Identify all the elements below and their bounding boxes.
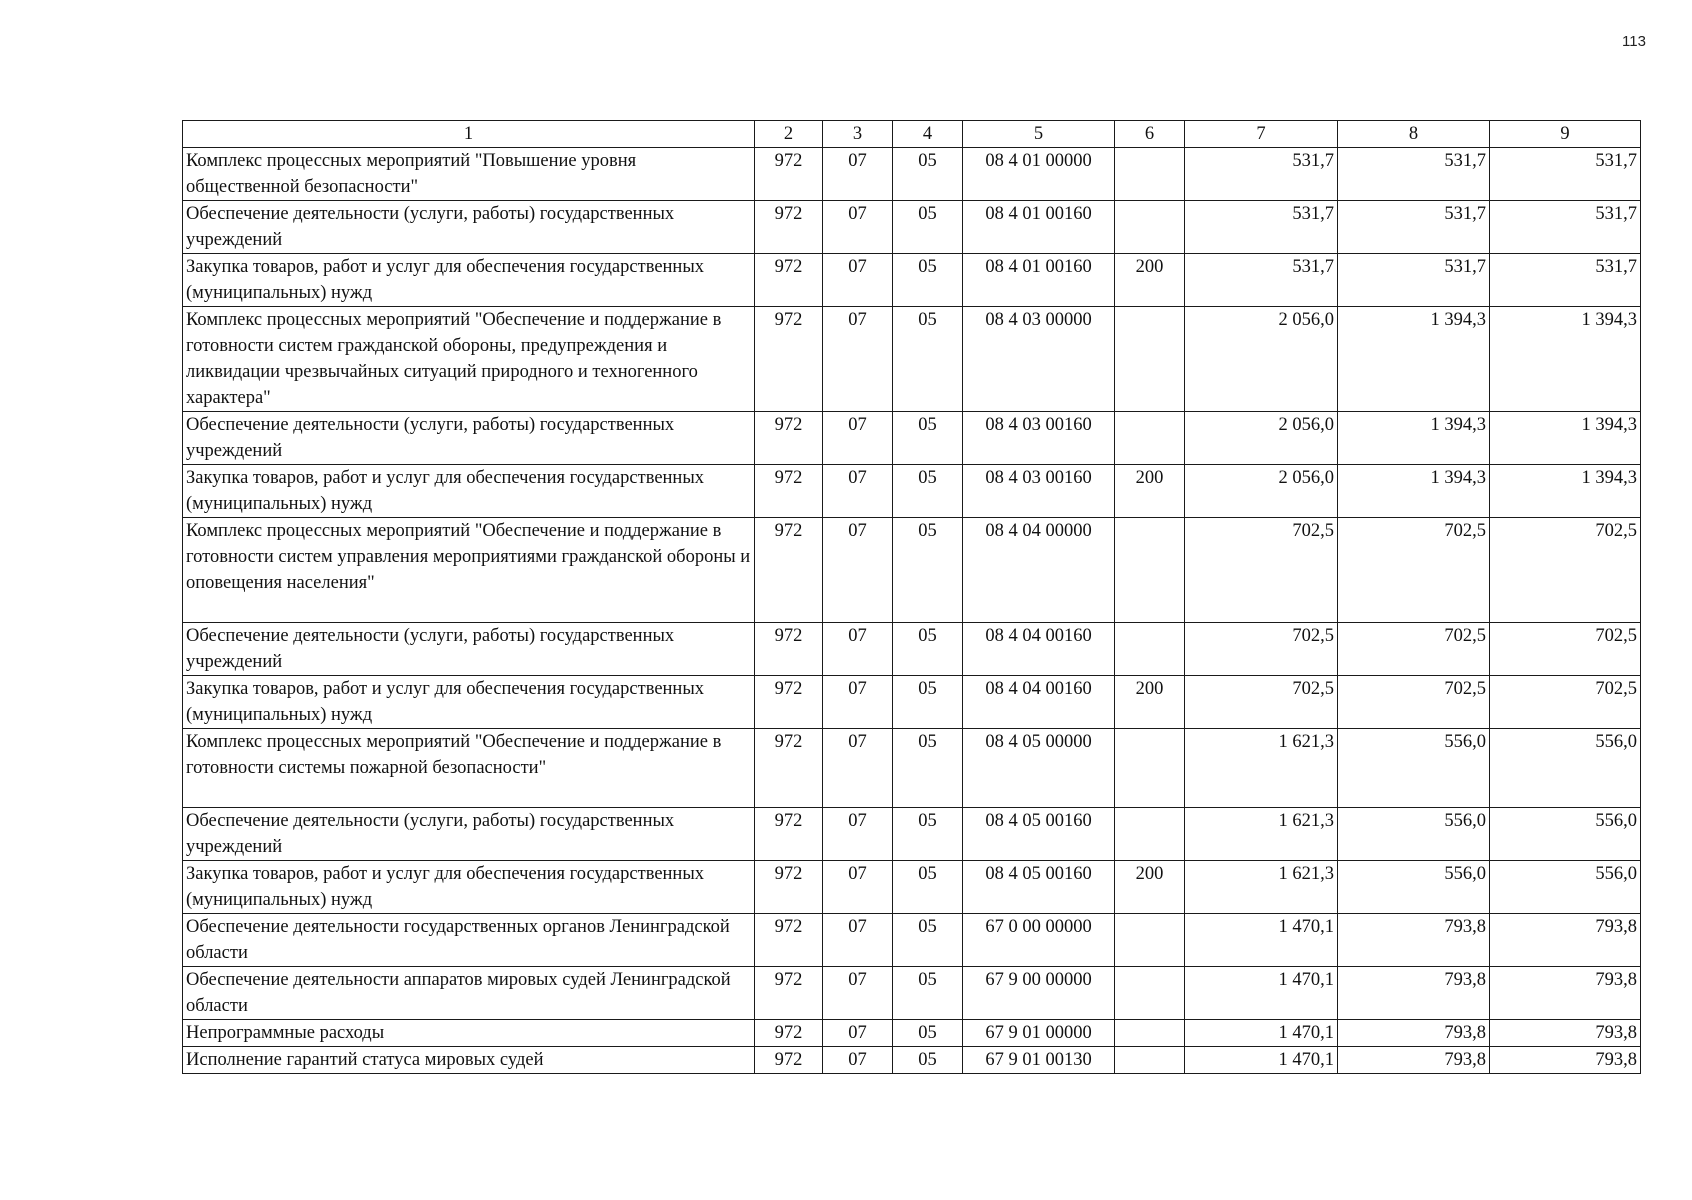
- row-name: Непрограммные расходы: [183, 1020, 755, 1047]
- header-cell: 8: [1338, 121, 1490, 148]
- cell-col2: 972: [755, 254, 823, 307]
- cell-col5: 08 4 01 00160: [963, 254, 1115, 307]
- cell-col4: 05: [893, 623, 963, 676]
- cell-col3: 07: [823, 518, 893, 623]
- cell-col8: 1 394,3: [1338, 465, 1490, 518]
- cell-col9: 702,5: [1490, 676, 1641, 729]
- cell-col5: 08 4 03 00000: [963, 307, 1115, 412]
- cell-col4: 05: [893, 808, 963, 861]
- cell-col8: 531,7: [1338, 201, 1490, 254]
- cell-col7: 702,5: [1185, 676, 1338, 729]
- cell-col6: [1115, 914, 1185, 967]
- row-name: Закупка товаров, работ и услуг для обеспечения государственных (муниципальных) нужд: [183, 254, 755, 307]
- cell-col3: 07: [823, 967, 893, 1020]
- cell-col5: 08 4 04 00000: [963, 518, 1115, 623]
- cell-col5: 67 9 01 00130: [963, 1047, 1115, 1074]
- table-header: [183, 121, 1641, 148]
- cell-col3: 07: [823, 914, 893, 967]
- header-cell: 7: [1185, 121, 1338, 148]
- cell-col8: 1 394,3: [1338, 307, 1490, 412]
- cell-col9: 556,0: [1490, 729, 1641, 808]
- cell-col9: 793,8: [1490, 1047, 1641, 1074]
- cell-col7: 1 470,1: [1185, 914, 1338, 967]
- table-row: [183, 148, 1641, 201]
- cell-col3: 07: [823, 861, 893, 914]
- cell-col6: [1115, 148, 1185, 201]
- cell-col4: 05: [893, 307, 963, 412]
- cell-col8: 556,0: [1338, 808, 1490, 861]
- cell-col7: 1 470,1: [1185, 1020, 1338, 1047]
- cell-col9: 531,7: [1490, 254, 1641, 307]
- cell-col7: 2 056,0: [1185, 465, 1338, 518]
- cell-col3: 07: [823, 1020, 893, 1047]
- row-name: Закупка товаров, работ и услуг для обеспечения государственных (муниципальных) нужд: [183, 676, 755, 729]
- cell-col5: 08 4 03 00160: [963, 465, 1115, 518]
- cell-col4: 05: [893, 914, 963, 967]
- cell-col4: 05: [893, 518, 963, 623]
- cell-col9: 793,8: [1490, 967, 1641, 1020]
- table-row: [183, 412, 1641, 465]
- cell-col5: 08 4 04 00160: [963, 623, 1115, 676]
- cell-col6: [1115, 623, 1185, 676]
- table-row: [183, 307, 1641, 412]
- table-row: [183, 201, 1641, 254]
- cell-col4: 05: [893, 254, 963, 307]
- cell-col7: 531,7: [1185, 201, 1338, 254]
- cell-col2: 972: [755, 676, 823, 729]
- table-row: [183, 861, 1641, 914]
- cell-col7: 531,7: [1185, 254, 1338, 307]
- cell-col5: 08 4 05 00000: [963, 729, 1115, 808]
- row-name: Комплекс процессных мероприятий "Обеспечение и поддержание в готовности системы пожарной безопасности": [183, 729, 755, 808]
- cell-col3: 07: [823, 465, 893, 518]
- row-name: Обеспечение деятельности (услуги, работы) государственных учреждений: [183, 412, 755, 465]
- cell-col8: 793,8: [1338, 1020, 1490, 1047]
- cell-col6: [1115, 412, 1185, 465]
- cell-col8: 702,5: [1338, 518, 1490, 623]
- cell-col8: 556,0: [1338, 861, 1490, 914]
- page-number: 113: [1622, 33, 1646, 50]
- cell-col3: 07: [823, 201, 893, 254]
- row-name: Обеспечение деятельности государственных органов Ленинградской области: [183, 914, 755, 967]
- row-name: Комплекс процессных мероприятий "Обеспечение и поддержание в готовности систем гражданской обороны, предупреждения и ликвидации чрезвычайных ситуаций природного и техногенного характера": [183, 307, 755, 412]
- header-cell: 3: [823, 121, 893, 148]
- cell-col3: 07: [823, 1047, 893, 1074]
- cell-col7: 2 056,0: [1185, 412, 1338, 465]
- budget-table: [182, 120, 1641, 1074]
- cell-col3: 07: [823, 808, 893, 861]
- cell-col5: 08 4 03 00160: [963, 412, 1115, 465]
- table-row: [183, 465, 1641, 518]
- cell-col3: 07: [823, 623, 893, 676]
- cell-col2: 972: [755, 518, 823, 623]
- cell-col8: 793,8: [1338, 914, 1490, 967]
- header-cell: 4: [893, 121, 963, 148]
- cell-col4: 05: [893, 465, 963, 518]
- cell-col2: 972: [755, 307, 823, 412]
- cell-col8: 702,5: [1338, 623, 1490, 676]
- cell-col5: 08 4 05 00160: [963, 861, 1115, 914]
- row-name: Обеспечение деятельности (услуги, работы) государственных учреждений: [183, 201, 755, 254]
- cell-col5: 67 9 01 00000: [963, 1020, 1115, 1047]
- cell-col2: 972: [755, 201, 823, 254]
- cell-col7: 1 470,1: [1185, 1047, 1338, 1074]
- cell-col2: 972: [755, 1047, 823, 1074]
- row-name: Обеспечение деятельности аппаратов мировых судей Ленинградской области: [183, 967, 755, 1020]
- table-row: [183, 518, 1641, 623]
- table-row: [183, 1047, 1641, 1074]
- cell-col3: 07: [823, 676, 893, 729]
- cell-col9: 1 394,3: [1490, 412, 1641, 465]
- cell-col6: [1115, 307, 1185, 412]
- table-row: [183, 967, 1641, 1020]
- cell-col9: 531,7: [1490, 148, 1641, 201]
- cell-col8: 793,8: [1338, 1047, 1490, 1074]
- cell-col3: 07: [823, 729, 893, 808]
- table-row: [183, 729, 1641, 808]
- row-name: Закупка товаров, работ и услуг для обеспечения государственных (муниципальных) нужд: [183, 465, 755, 518]
- cell-col7: 702,5: [1185, 518, 1338, 623]
- cell-col4: 05: [893, 412, 963, 465]
- row-name: Закупка товаров, работ и услуг для обеспечения государственных (муниципальных) нужд: [183, 861, 755, 914]
- cell-col8: 531,7: [1338, 148, 1490, 201]
- cell-col9: 556,0: [1490, 861, 1641, 914]
- cell-col2: 972: [755, 914, 823, 967]
- table-row: [183, 914, 1641, 967]
- cell-col2: 972: [755, 412, 823, 465]
- table-row: [183, 1020, 1641, 1047]
- cell-col5: 08 4 04 00160: [963, 676, 1115, 729]
- cell-col9: 793,8: [1490, 914, 1641, 967]
- cell-col9: 531,7: [1490, 201, 1641, 254]
- cell-col6: 200: [1115, 465, 1185, 518]
- cell-col2: 972: [755, 623, 823, 676]
- cell-col6: [1115, 729, 1185, 808]
- cell-col9: 702,5: [1490, 623, 1641, 676]
- cell-col7: 1 621,3: [1185, 808, 1338, 861]
- cell-col8: 793,8: [1338, 967, 1490, 1020]
- cell-col7: 2 056,0: [1185, 307, 1338, 412]
- cell-col5: 67 0 00 00000: [963, 914, 1115, 967]
- cell-col8: 702,5: [1338, 676, 1490, 729]
- cell-col9: 793,8: [1490, 1020, 1641, 1047]
- cell-col2: 972: [755, 148, 823, 201]
- cell-col4: 05: [893, 729, 963, 808]
- cell-col7: 531,7: [1185, 148, 1338, 201]
- cell-col5: 08 4 01 00000: [963, 148, 1115, 201]
- cell-col2: 972: [755, 967, 823, 1020]
- cell-col4: 05: [893, 967, 963, 1020]
- cell-col3: 07: [823, 307, 893, 412]
- cell-col7: 702,5: [1185, 623, 1338, 676]
- row-name: Комплекс процессных мероприятий "Обеспечение и поддержание в готовности систем управления мероприятиями гражданской обороны и оповещения населения": [183, 518, 755, 623]
- cell-col7: 1 621,3: [1185, 729, 1338, 808]
- cell-col8: 1 394,3: [1338, 412, 1490, 465]
- cell-col4: 05: [893, 148, 963, 201]
- cell-col2: 972: [755, 1020, 823, 1047]
- cell-col6: [1115, 808, 1185, 861]
- header-cell: 9: [1490, 121, 1641, 148]
- cell-col6: [1115, 967, 1185, 1020]
- cell-col6: [1115, 1020, 1185, 1047]
- cell-col7: 1 470,1: [1185, 967, 1338, 1020]
- cell-col9: 1 394,3: [1490, 465, 1641, 518]
- cell-col5: 08 4 05 00160: [963, 808, 1115, 861]
- table-row: [183, 623, 1641, 676]
- cell-col9: 556,0: [1490, 808, 1641, 861]
- cell-col6: 200: [1115, 254, 1185, 307]
- header-cell: 1: [183, 121, 755, 148]
- cell-col5: 08 4 01 00160: [963, 201, 1115, 254]
- cell-col4: 05: [893, 201, 963, 254]
- cell-col4: 05: [893, 1047, 963, 1074]
- cell-col3: 07: [823, 254, 893, 307]
- cell-col6: [1115, 201, 1185, 254]
- cell-col4: 05: [893, 676, 963, 729]
- table-row: [183, 808, 1641, 861]
- table-row: [183, 676, 1641, 729]
- cell-col6: 200: [1115, 676, 1185, 729]
- cell-col8: 556,0: [1338, 729, 1490, 808]
- row-name: Обеспечение деятельности (услуги, работы) государственных учреждений: [183, 623, 755, 676]
- row-name: Исполнение гарантий статуса мировых судей: [183, 1047, 755, 1074]
- cell-col6: [1115, 1047, 1185, 1074]
- cell-col2: 972: [755, 465, 823, 518]
- cell-col8: 531,7: [1338, 254, 1490, 307]
- cell-col5: 67 9 00 00000: [963, 967, 1115, 1020]
- cell-col3: 07: [823, 412, 893, 465]
- cell-col6: [1115, 518, 1185, 623]
- table-row: [183, 254, 1641, 307]
- cell-col2: 972: [755, 808, 823, 861]
- cell-col3: 07: [823, 148, 893, 201]
- cell-col2: 972: [755, 861, 823, 914]
- cell-col4: 05: [893, 861, 963, 914]
- cell-col2: 972: [755, 729, 823, 808]
- header-cell: 2: [755, 121, 823, 148]
- cell-col9: 702,5: [1490, 518, 1641, 623]
- cell-col9: 1 394,3: [1490, 307, 1641, 412]
- cell-col7: 1 621,3: [1185, 861, 1338, 914]
- table-body: [183, 148, 1641, 1074]
- header-row: [183, 121, 1641, 148]
- header-cell: 6: [1115, 121, 1185, 148]
- row-name: Обеспечение деятельности (услуги, работы) государственных учреждений: [183, 808, 755, 861]
- header-cell: 5: [963, 121, 1115, 148]
- row-name: Комплекс процессных мероприятий "Повышение уровня общественной безопасности": [183, 148, 755, 201]
- cell-col4: 05: [893, 1020, 963, 1047]
- cell-col6: 200: [1115, 861, 1185, 914]
